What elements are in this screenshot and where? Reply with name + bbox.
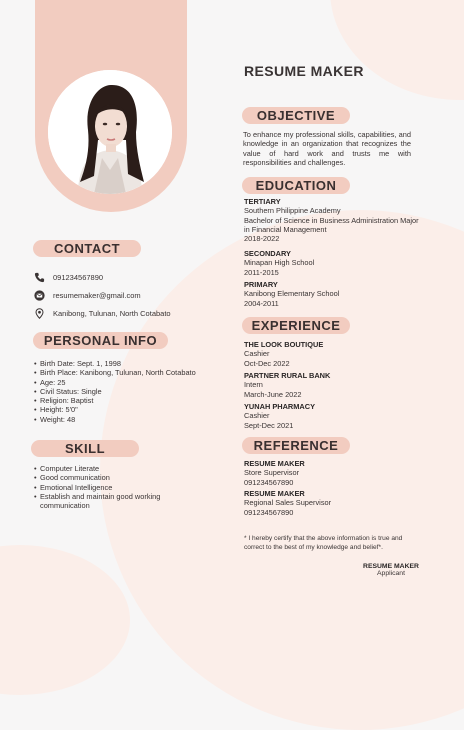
skill-heading: SKILL (31, 440, 139, 457)
list-item: • Good communication (34, 473, 184, 482)
education-line: Bachelor of Science in Business Administration Major (244, 215, 419, 225)
certification-statement: * I hereby certify that the above information is true and correct to the best of my knowledge and belief*. (244, 535, 403, 551)
education-line: 2011-2015 (244, 267, 279, 277)
objective-text: To enhance my professional skills, capabilities, and knowledge in an organization that recognizes the value of hard work and trusts me with responsibilities and challenges. (243, 130, 411, 167)
contact-email-text: resumemaker@gmail.com (53, 291, 141, 300)
list-item: • Religion: Baptist (34, 396, 224, 405)
education-line: 2018-2022 (244, 234, 280, 244)
phone-icon (34, 272, 45, 283)
education-line: Minapan High School (244, 258, 315, 268)
profile-photo-illustration (48, 70, 172, 194)
signature-name: RESUME MAKER (363, 563, 419, 570)
personal-info-heading: PERSONAL INFO (33, 332, 168, 349)
experience-dates: Oct-Dec 2022 (244, 358, 290, 368)
reference-item (244, 489, 331, 517)
reference-name: RESUME MAKER (244, 489, 305, 498)
education-primary (244, 280, 339, 308)
experience-role: Cashier (244, 411, 270, 421)
reference-position: Store Supervisor (244, 468, 300, 478)
contact-address (34, 308, 171, 319)
list-item: • Height: 5'0" (34, 405, 224, 414)
list-item: • Birth Place: Kanibong, Tulunan, North Cotabato (34, 368, 224, 377)
education-line: 2004-2011 (244, 298, 279, 308)
reference-phone: 091234567890 (244, 507, 294, 517)
list-item: • Establish and maintain good working communication (34, 492, 184, 511)
list-item: • Birth Date: Sept. 1, 1998 (34, 359, 224, 368)
experience-dates: March-June 2022 (244, 389, 302, 399)
reference-item (244, 459, 305, 487)
education-secondary (244, 249, 314, 277)
experience-item (244, 340, 323, 368)
reference-name: RESUME MAKER (244, 459, 305, 468)
experience-company: YUNAH PHARMACY (244, 402, 316, 411)
contact-phone (34, 272, 103, 283)
reference-heading: REFERENCE (242, 437, 350, 454)
profile-photo (48, 70, 172, 194)
list-item: • Weight: 48 (34, 415, 224, 424)
contact-heading: CONTACT (33, 240, 141, 257)
signature-title: Applicant (377, 570, 405, 577)
email-icon (34, 290, 45, 301)
objective-heading: OBJECTIVE (242, 107, 350, 124)
list-item: • Computer Literate (34, 464, 184, 473)
education-line: in Financial Management (244, 224, 327, 234)
signature-block (352, 563, 430, 577)
contact-email (34, 290, 141, 301)
reference-phone: 091234567890 (244, 477, 294, 487)
skill-list (34, 464, 184, 510)
location-pin-icon (34, 308, 45, 319)
list-item: • Civil Status: Single (34, 387, 224, 396)
contact-address-text: Kanibong, Tulunan, North Cotabato (53, 309, 171, 318)
background-blob-top (330, 0, 464, 100)
experience-role: Cashier (244, 349, 270, 359)
resume-name: RESUME MAKER (244, 63, 364, 79)
reference-position: Regional Sales Supervisor (244, 498, 332, 508)
education-tertiary (244, 197, 419, 243)
experience-item (244, 371, 330, 399)
experience-company: PARTNER RURAL BANK (244, 371, 331, 380)
education-heading: EDUCATION (242, 177, 350, 194)
education-level: SECONDARY (244, 249, 291, 258)
education-line: Kanibong Elementary School (244, 289, 340, 299)
education-line: Southern Philippine Academy (244, 206, 341, 216)
contact-phone-text: 091234567890 (53, 273, 104, 282)
personal-info-list (34, 359, 224, 424)
education-level: PRIMARY (244, 280, 278, 289)
background-blob-bottom (0, 545, 130, 695)
education-level: TERTIARY (244, 197, 281, 206)
experience-item (244, 402, 315, 430)
experience-company: THE LOOK BOUTIQUE (244, 340, 324, 349)
list-item: • Emotional Intelligence (34, 483, 184, 492)
list-item: • Age: 25 (34, 378, 224, 387)
experience-heading: EXPERIENCE (242, 317, 350, 334)
experience-role: Intern (244, 380, 263, 390)
experience-dates: Sept-Dec 2021 (244, 420, 294, 430)
